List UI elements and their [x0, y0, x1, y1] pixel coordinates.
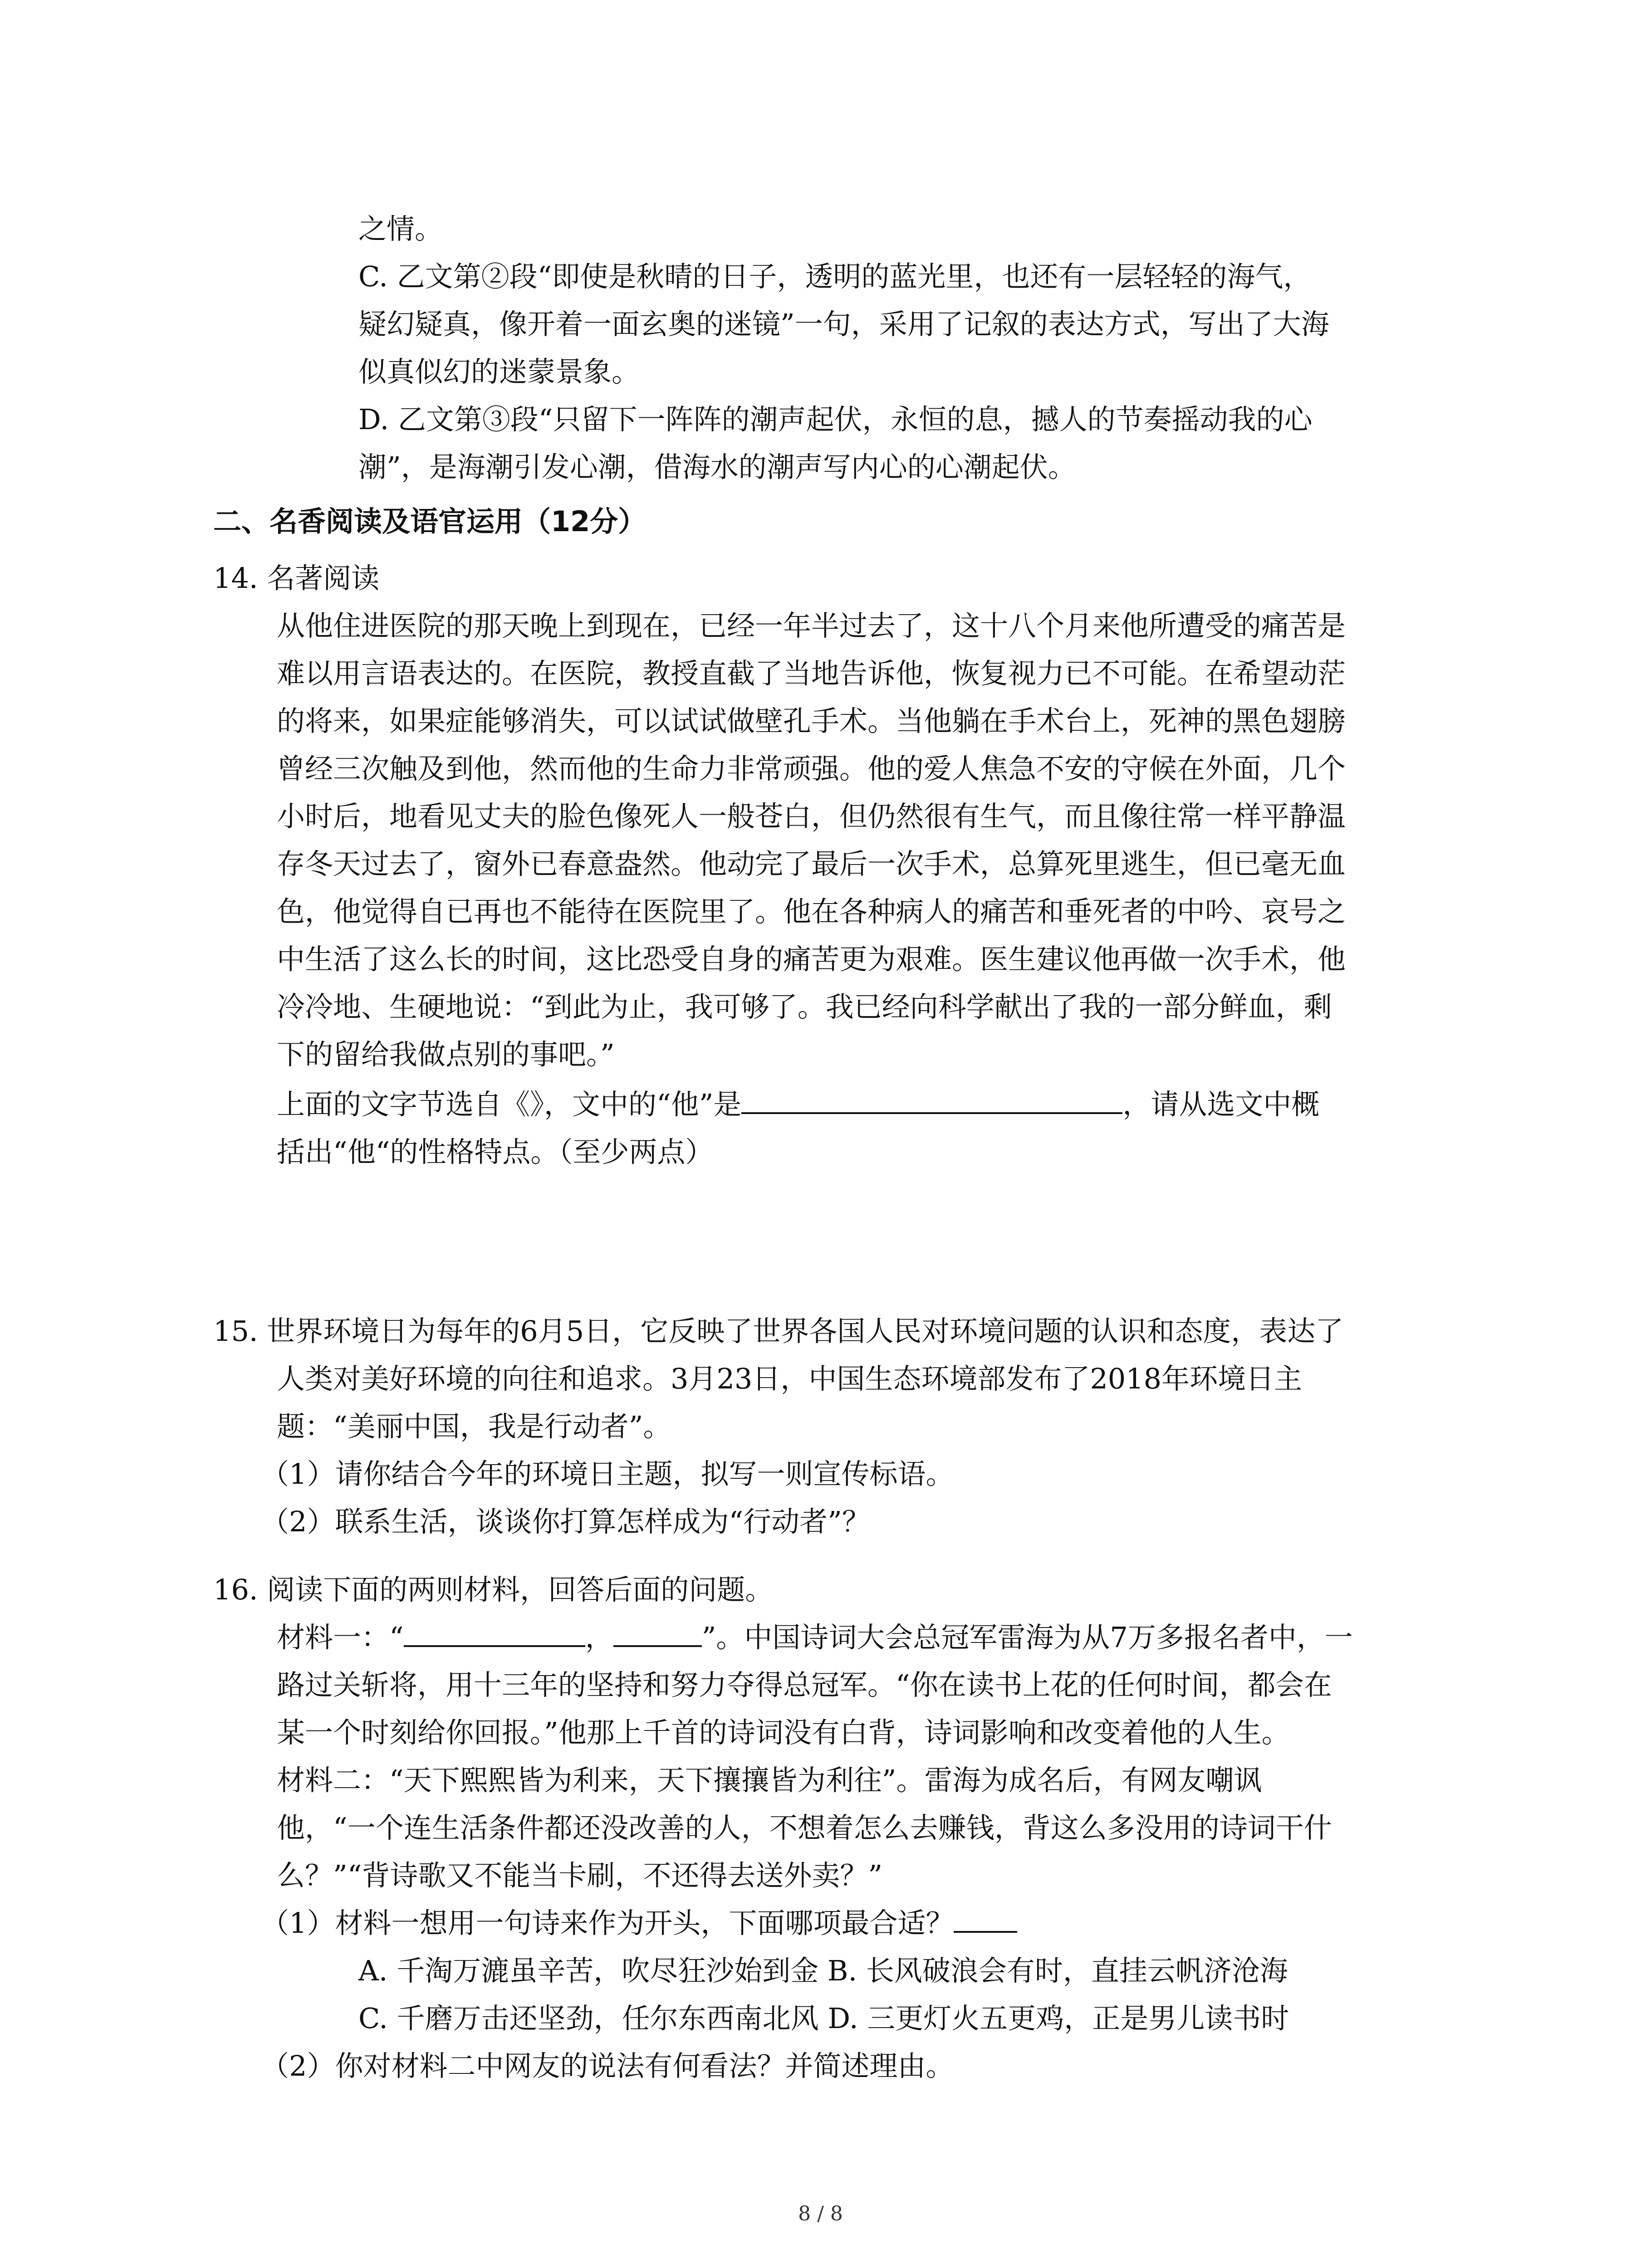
question-prompt-line: 括出“他“的性格特点。（至少两点） [277, 1135, 714, 1168]
option-d-line: D. 乙文第③段“只留下一阵阵的潮声起伏，永恒的息，撼人的节奏摇动我的心 [358, 403, 1313, 436]
passage-line: 小时后，地看见丈夫的脸色像死人一般苍白，但仍然很有生气，而且像往常一样平静温 [277, 800, 1346, 833]
section-heading: 二、名香阅读及语官运用（12分） [213, 505, 647, 538]
question-title: 14. 名著阅读 [213, 562, 380, 595]
passage-line: 的将来，如果症能够消失，可以试试做壁孔手术。当他躺在手术台上，死神的黑色翅膀 [277, 704, 1346, 738]
prompt-text: ，请从选文中概 [1122, 1088, 1320, 1121]
answer-blank[interactable] [404, 1620, 585, 1647]
passage-line: 难以用言语表达的。在医院，教授直截了当地告诉他，恢复视力已不可能。在希望动茫 [277, 657, 1346, 690]
page-number: 8 / 8 [798, 2202, 843, 2225]
question-line: 15. 世界环境日为每年的6月5日，它反映了世界各国人民对环境问题的认识和态度，表达了 [213, 1315, 1344, 1348]
material-line: 某一个时刻给你回报。”他那上千首的诗词没有白背，诗词影响和改变着他的人生。 [277, 1716, 1290, 1749]
sub-question-text: （1）材料一想用一句诗来作为开头，下面哪项最合适？ [261, 1906, 954, 1940]
text-line: 之情。 [358, 212, 443, 245]
material-line [277, 1619, 1353, 1656]
material-text: ”。中国诗词大会总冠军雷海为从7万多报名者中，一 [701, 1621, 1353, 1654]
material-line: 路过关斩将，用十三年的坚持和努力夺得总冠军。“你在读书上花的任何时间，都会在 [277, 1668, 1332, 1701]
answer-blank[interactable] [613, 1620, 702, 1647]
passage-line: 下的留给我做点别的事吧。” [277, 1038, 615, 1071]
question-title: 16. 阅读下面的两则材料，回答后面的问题。 [213, 1573, 774, 1606]
prompt-text: 上面的文字节选自《》，文中的“他”是 [277, 1088, 742, 1121]
option-c-line: 似真似幻的迷蒙景象。 [358, 355, 640, 388]
passage-line: 冷冷地、生硬地说：“到此为止，我可够了。我已经向科学献出了我的一部分鲜血，剩 [277, 990, 1332, 1023]
option-c-line: 疑幻疑真，像开着一面玄奥的迷镜”一句，采用了记叙的表达方式，写出了大海 [358, 308, 1329, 341]
material-text: ， [585, 1621, 613, 1654]
question-line: 人类对美好环境的向往和追求。3月23日，中国生态环境部发布了2018年环境日主 [277, 1362, 1303, 1395]
passage-line: 存冬天过去了，窗外已春意盎然。他动完了最后一次手术，总算死里逃生，但已毫无血 [277, 847, 1346, 880]
passage-line: 曾经三次触及到他，然而他的生命力非常顽强。他的爱人焦急不安的守候在外面，几个 [277, 752, 1346, 785]
answer-blank[interactable] [954, 1906, 1017, 1933]
question-line: 题：“美丽中国，我是行动者”。 [277, 1410, 671, 1443]
option-d-line: 潮”，是海潮引发心潮，借海水的潮声写内心的心潮起伏。 [358, 450, 1076, 484]
sub-question: （1）请你结合今年的环境日主题，拟写一则宣传标语。 [261, 1457, 954, 1491]
material-line: 材料二：“天下熙熙皆为利来，天下攘攘皆为利往”。雷海为成名后，有网友嘲讽 [277, 1764, 1262, 1797]
question-prompt-line [277, 1086, 1319, 1123]
option-line: C. 千磨万击还坚劲，任尔东西南北风 D. 三更灯火五更鸡，正是男儿读书时 [358, 2002, 1289, 2035]
sub-question: （2）你对材料二中网友的说法有何看法？并简述理由。 [261, 2049, 954, 2082]
passage-line: 色，他觉得自已再也不能待在医院里了。他在各种病人的痛苦和垂死者的中吟、哀号之 [277, 895, 1346, 928]
answer-blank[interactable] [741, 1087, 1122, 1114]
option-line: A. 千淘万漉虽辛苦，吹尽狂沙始到金 B. 长风破浪会有时，直挂云帆济沧海 [358, 1954, 1288, 1987]
sub-question [261, 1905, 1017, 1941]
material-text: 材料一：“ [277, 1621, 404, 1654]
material-line: 么？”“背诗歌又不能当卡刷，不还得去送外卖？” [277, 1859, 883, 1892]
sub-question: （2）联系生活，谈谈你打算怎样成为“行动者”？ [261, 1505, 870, 1538]
passage-line: 从他住进医院的那天晚上到现在，已经一年半过去了，这十八个月来他所遭受的痛苦是 [277, 609, 1346, 642]
option-c-line: C. 乙文第②段“即使是秋晴的日子，透明的蓝光里，也还有一层轻轻的海气， [358, 260, 1312, 293]
material-line: 他，“一个连生活条件都还没改善的人，不想着怎么去赚钱，背这么多没用的诗词干什 [277, 1811, 1332, 1844]
passage-line: 中生活了这么长的时间，这比恐受自身的痛苦更为艰难。医生建议他再做一次手术，他 [277, 943, 1346, 976]
